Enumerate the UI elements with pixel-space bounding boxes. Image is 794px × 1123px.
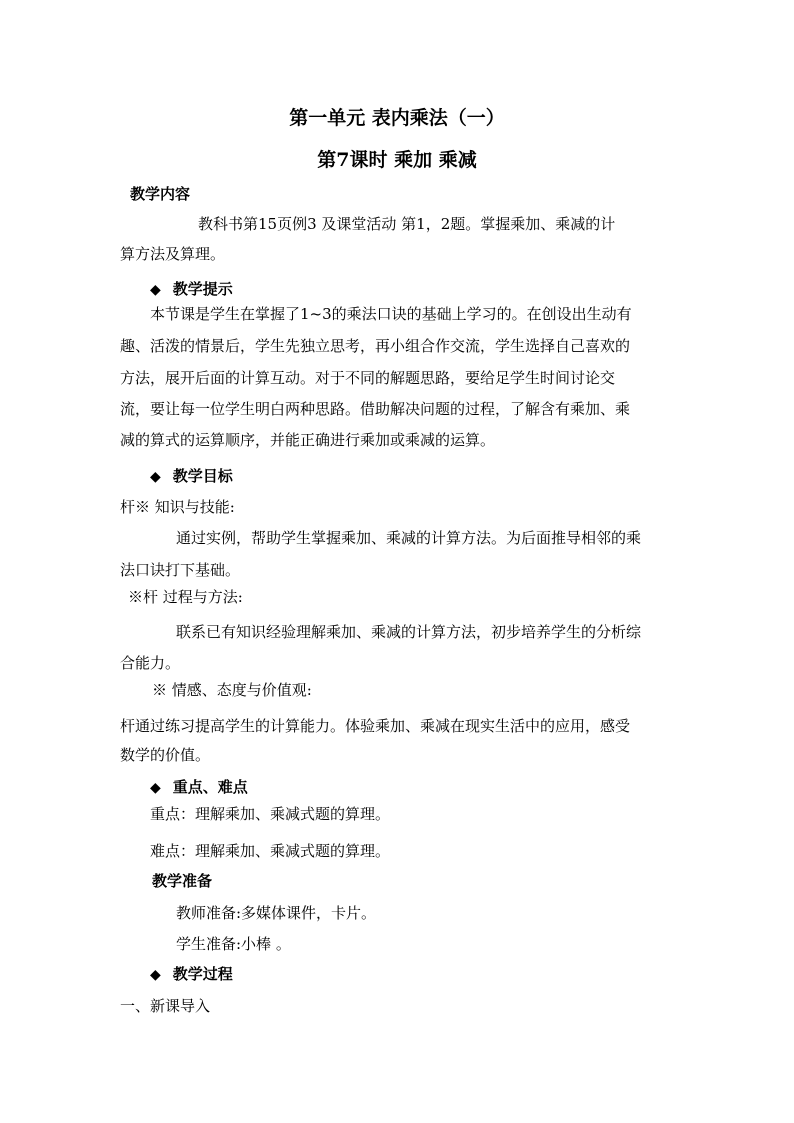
- diamond-bullet-icon: ◆: [150, 282, 161, 298]
- lesson-title: 第7课时 乘加 乘减: [317, 149, 477, 171]
- difficult-point-line: 难点：理解乘加、乘减式题的算理。: [150, 842, 391, 860]
- process-heading-text: 教学过程: [172, 965, 233, 983]
- goal-process-label: ※杆 过程与方法:: [128, 588, 243, 606]
- process-first-step: 一、新课导入: [120, 997, 211, 1015]
- goal-knowledge-line-1: 通过实例，帮助学生掌握乘加、乘减的计算方法。为后面推导相邻的乘: [176, 529, 642, 547]
- page-title: 第一单元 表内乘法（一）: [289, 107, 505, 129]
- diamond-bullet-icon: ◆: [150, 469, 161, 485]
- goal-knowledge-label: 杆※ 知识与技能:: [120, 498, 235, 516]
- section-heading-key-points: [150, 777, 248, 798]
- goal-process-line-1: 联系已有知识经验理解乘加、乘减的计算方法，初步培养学生的分析综: [176, 623, 642, 641]
- teacher-prep-line: 教师准备:多媒体课件，卡片。: [176, 904, 377, 922]
- student-prep-line: 学生准备:小棒 。: [176, 935, 291, 953]
- section-heading-process: [150, 964, 233, 985]
- diamond-bullet-icon: ◆: [150, 780, 161, 796]
- section-heading-content: 教学内容: [130, 185, 191, 203]
- tips-line-1: 本节课是学生在掌握了1~3的乘法口诀的基础上学习的。在创设出生动有: [150, 305, 632, 323]
- tips-line-3: 方法，展开后面的计算互动。对于不同的解题思路，要给足学生时间讨论交: [120, 369, 616, 387]
- tips-line-2: 趣、活泼的情景后，学生先独立思考，再小组合作交流，学生选择自己喜欢的: [120, 337, 631, 355]
- section-heading-tips: [150, 279, 233, 300]
- tips-heading-text: 教学提示: [172, 280, 233, 298]
- tips-line-4: 流，要让每一位学生明白两种思路。借助解决问题的过程，了解含有乘加、乘: [120, 400, 631, 418]
- tips-line-5: 减的算式的运算顺序，并能正确进行乘加或乘减的运算。: [120, 431, 496, 449]
- content-line-1: 教科书第15页例3 及课堂活动 第1，2题。掌握乘加、乘减的计: [198, 215, 616, 233]
- key-points-heading-text: 重点、难点: [172, 778, 248, 796]
- goals-heading-text: 教学目标: [172, 467, 233, 485]
- goal-emotion-label: ※ 情感、态度与价值观:: [152, 681, 312, 699]
- goal-emotion-line-2: 数学的价值。: [120, 746, 211, 764]
- key-point-line: 重点：理解乘加、乘减式题的算理。: [150, 805, 391, 823]
- section-heading-prep: 教学准备: [152, 872, 213, 890]
- diamond-bullet-icon: ◆: [150, 967, 161, 983]
- goal-emotion-line-1: 杆通过练习提高学生的计算能力。体验乘加、乘减在现实生活中的应用，感受: [120, 717, 631, 735]
- goal-process-line-2: 合能力。: [120, 654, 181, 672]
- goal-knowledge-line-2: 法口诀打下基础。: [120, 561, 241, 579]
- content-line-2: 算方法及算理。: [120, 245, 226, 263]
- section-heading-goals: [150, 466, 233, 487]
